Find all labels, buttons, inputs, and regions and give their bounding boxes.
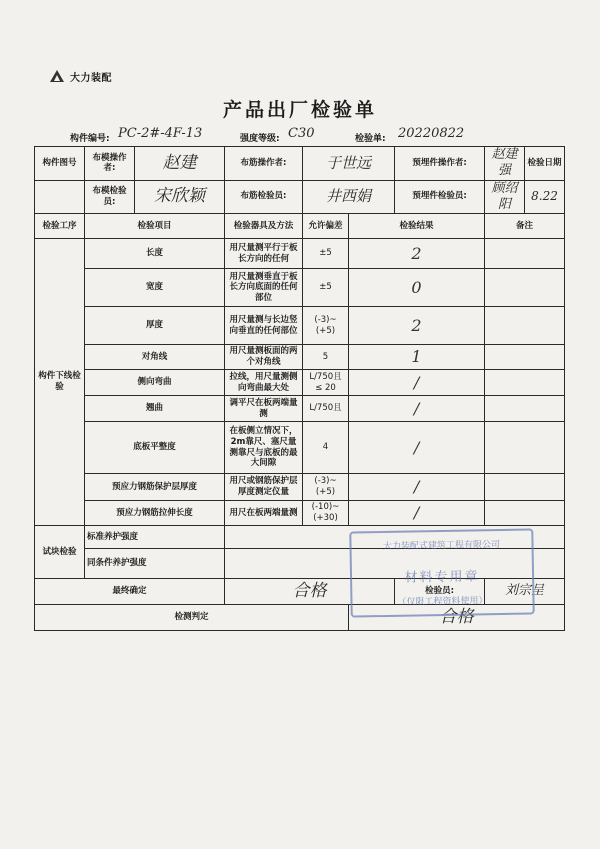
mold-operator-value: 赵建 xyxy=(135,147,225,181)
rebar-operator-label: 布筋操作者: xyxy=(225,147,303,181)
trial-same-label: 同条件养护强度 xyxy=(85,549,225,579)
component-no-label: 构件编号: xyxy=(70,134,110,144)
row-method: 用尺量测平行于板长方向的任何 xyxy=(225,239,303,269)
header-tolerance: 允许偏差 xyxy=(303,214,349,239)
row-tolerance: (-10)~(+30) xyxy=(303,501,349,526)
row-result: 1 xyxy=(411,347,422,366)
row-remark xyxy=(485,345,565,370)
mold-inspector-value: 宋欣颖 xyxy=(135,180,225,214)
inspect-date-label: 检验日期 xyxy=(525,147,565,181)
rebar-operator-value: 于世远 xyxy=(303,147,395,181)
row-remark xyxy=(485,239,565,269)
row-method: 调平尺在板两端量测 xyxy=(225,396,303,422)
row-remark xyxy=(485,370,565,396)
row-tolerance: 5 xyxy=(303,345,349,370)
row-remark xyxy=(485,422,565,474)
row-item: 预应力钢筋保护层厚度 xyxy=(85,474,225,501)
trial-standard-label: 标准养护强度 xyxy=(85,526,225,549)
row-method: 拉线，用尺量测侧向弯曲最大处 xyxy=(225,370,303,396)
row-tolerance: 4 xyxy=(303,422,349,474)
row-method: 在板侧立情况下，2m靠尺、塞尺量测靠尺与底板的最大间隙 xyxy=(225,422,303,474)
rebar-inspector-label: 布筋检验员: xyxy=(225,180,303,214)
judgement-value: 合格 xyxy=(349,605,565,631)
strength-value: C30 xyxy=(288,126,315,141)
sheet-no-value: 20220822 xyxy=(398,126,465,141)
row-result: / xyxy=(413,372,420,392)
inspector-value: 刘宗呈 xyxy=(485,579,565,605)
row-tolerance: (-3)~(+5) xyxy=(303,474,349,501)
row-result: 2 xyxy=(411,315,422,335)
mold-operator-label: 布模操作者: xyxy=(85,147,135,181)
header-method: 检验器具及方法 xyxy=(225,214,303,239)
row-item: 对角线 xyxy=(85,345,225,370)
row-result: / xyxy=(413,477,420,496)
row-result: / xyxy=(413,398,420,418)
final-label: 最终确定 xyxy=(35,579,225,605)
row-remark xyxy=(485,269,565,307)
row-item: 底板平整度 xyxy=(85,422,225,474)
embed-inspector-label: 预埋件检验员: xyxy=(395,180,485,214)
row-remark xyxy=(485,501,565,526)
header-result: 检验结果 xyxy=(349,214,485,239)
trial-label: 试块检验 xyxy=(35,526,85,579)
row-tolerance: L/750且 xyxy=(303,396,349,422)
row-method: 用尺量测与长边竖向垂直的任何部位 xyxy=(225,307,303,345)
row-result: 0 xyxy=(411,277,422,297)
final-value: 合格 xyxy=(225,579,395,605)
row-tolerance: L/750且 ≤ 20 xyxy=(303,370,349,396)
row-result: / xyxy=(413,437,420,457)
row-method: 用尺或钢筋保护层厚度测定仪量 xyxy=(225,474,303,501)
row-method: 用尺量测板面的两个对角线 xyxy=(225,345,303,370)
drawing-no-label: 构件图号 xyxy=(35,147,85,181)
row-item: 厚度 xyxy=(85,307,225,345)
logo-icon xyxy=(50,70,64,82)
row-method: 用尺在板两端量测 xyxy=(225,501,303,526)
embed-inspector-value: 顾绍阳 xyxy=(485,180,525,214)
page-title: 产品出厂检验单 xyxy=(222,99,377,121)
row-tolerance: (-3)~(+5) xyxy=(303,307,349,345)
header-process: 检验工序 xyxy=(35,214,85,239)
row-tolerance: ±5 xyxy=(303,269,349,307)
component-no-value: PC-2#-4F-13 xyxy=(118,126,203,141)
row-method: 用尺量测垂直于板长方向底面的任何部位 xyxy=(225,269,303,307)
row-remark xyxy=(485,396,565,422)
row-result: / xyxy=(413,503,420,522)
row-remark xyxy=(485,474,565,501)
stamp-line3: （仅限工程资料使用） xyxy=(397,596,488,608)
header-remark: 备注 xyxy=(485,214,565,239)
row-result: 2 xyxy=(411,243,422,263)
header-item: 检验项目 xyxy=(85,214,225,239)
company-stamp xyxy=(349,528,534,617)
judgement-label: 检测判定 xyxy=(35,605,349,631)
row-item: 预应力钢筋拉伸长度 xyxy=(85,501,225,526)
embed-operator-label: 预埋件操作者: xyxy=(395,147,485,181)
row-item: 侧向弯曲 xyxy=(85,370,225,396)
row-item: 长度 xyxy=(85,239,225,269)
mold-inspector-label: 布模检验员: xyxy=(85,180,135,214)
inspect-date-value: 8.22 xyxy=(525,180,565,214)
inspector-label: 检验员: xyxy=(395,579,485,605)
rebar-inspector-value: 井西娟 xyxy=(303,180,395,214)
row-item: 宽度 xyxy=(85,269,225,307)
drawing-no-cell xyxy=(35,180,85,214)
embed-operator-value: 赵建强 xyxy=(485,147,525,181)
sheet-no-label: 检验单: xyxy=(355,134,386,144)
strength-label: 强度等级: xyxy=(240,134,280,144)
row-item: 翘曲 xyxy=(85,396,225,422)
stamp-line1: 大力装配式建筑工程有限公司 xyxy=(382,539,501,553)
row-tolerance: ±5 xyxy=(303,239,349,269)
row-remark xyxy=(485,307,565,345)
stamp-line2: 材料专用章 xyxy=(404,569,480,586)
logo-text: 大力装配 xyxy=(70,73,112,84)
section-label: 构件下线检验 xyxy=(35,239,85,526)
